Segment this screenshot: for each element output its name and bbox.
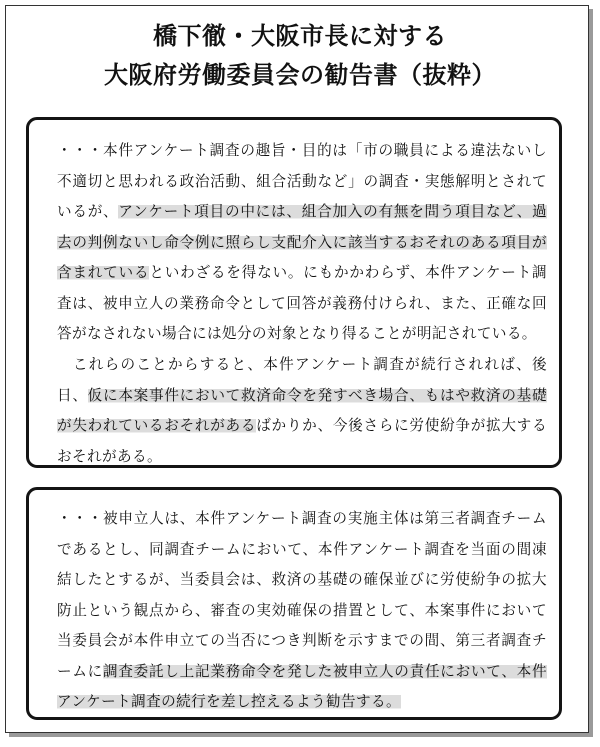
excerpt-box-2 (26, 487, 562, 720)
excerpt-box-1 (26, 117, 562, 468)
highlighted-text: 調査委託し上記業務命令を発した被申立人の責任において、本件アンケート調査の続行を差し控えるよう勧告する。 (57, 662, 547, 710)
highlighted-text: アンケート項目の中には、組合加入の有無を問う項目など、過去の判例ないし命令例に照らし支配介入に該当するおそれのある項目が含まれている (57, 203, 547, 281)
text-segment: ・・・被申立人は、本件アンケート調査の実施主体は第三者調査チームであるとし、同調査チームにおいて、本件アンケート調査を当面の間凍結したとするが、当委員会は、救済の基礎の確保並びに労使紛争の拡大防止という観点から、審査の実効確保の措置として、本案事件において当委員会が本件申立ての当否につき判断を示すまでの間、第三者調査チームに (57, 510, 547, 680)
title-line-1: 橋下徹・大阪市長に対する (153, 22, 447, 50)
text-segment: これらのことからすると、本件アンケート調査が続行されれば、後日、 (57, 356, 547, 404)
text-segment: といわざるを得ない。にもかかわらず、本件アンケート調査は、被申立人の業務命令として回答が義務付けられ、また、正確な回答がなされない場合には処分の対象となり得ることが明記されている。 (57, 264, 548, 342)
excerpt-2-paragraph-1 (57, 504, 547, 718)
text-segment: ・・・本件アンケート調査の趣旨・目的は「市の職員による違法ないし不適切と思われる政治活動、組合活動など」の調査・実態解明とされているが、 (57, 142, 547, 220)
excerpt-1-paragraph-2 (57, 350, 547, 472)
text-segment: ばかりか、今後さらに労使紛争が拡大するおそれがある。 (57, 417, 548, 465)
title-line-2: 大阪府労働委員会の勧告書（抜粋） (104, 61, 496, 89)
excerpt-1-paragraph-1 (57, 136, 547, 350)
highlighted-text: 仮に本案事件において救済命令を発すべき場合、もはや救済の基礎が失われているおそれがある (57, 386, 547, 434)
